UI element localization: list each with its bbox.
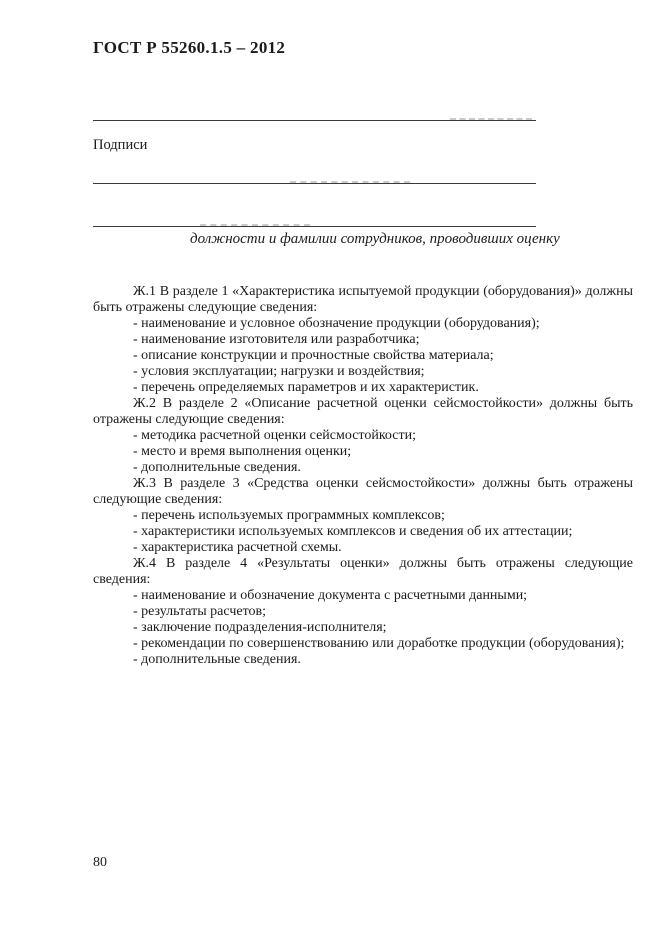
- list-item: - характеристика расчетной схемы.: [133, 540, 342, 555]
- paragraph: Ж.2 В разделе 2 «Описание расчетной оценки сейсмостойкости» должны быть отражены следующие сведения:: [93, 396, 633, 427]
- list-item: - наименование изготовителя или разработчика;: [133, 332, 420, 347]
- signature-rule-2: [93, 183, 536, 184]
- page-number: 80: [93, 855, 107, 870]
- list-item: - условия эксплуатации; нагрузки и воздействия;: [133, 364, 425, 379]
- scan-artifact: [450, 118, 532, 120]
- list-item: - перечень используемых программных комплексов;: [133, 508, 445, 523]
- list-item: - описание конструкции и прочностные свойства материала;: [133, 348, 494, 363]
- list-item: - дополнительные сведения.: [133, 652, 301, 667]
- signature-rule-1: [93, 120, 536, 121]
- scan-artifact: [200, 224, 310, 226]
- body-text: [93, 284, 633, 668]
- paragraph: Ж.4 В разделе 4 «Результаты оценки» должны быть отражены следующие сведения:: [93, 556, 633, 587]
- list-item: - перечень определяемых параметров и их характеристик.: [133, 380, 479, 395]
- list-item: - наименование и условное обозначение продукции (оборудования);: [133, 316, 540, 331]
- list-item: - методика расчетной оценки сейсмостойкости;: [133, 428, 416, 443]
- list-item: - результаты расчетов;: [133, 604, 267, 619]
- list-item: - характеристики используемых комплексов и сведения об их аттестации;: [133, 524, 573, 539]
- list-item: - дополнительные сведения.: [133, 460, 301, 475]
- list-item: - место и время выполнения оценки;: [133, 444, 352, 459]
- list-item: - рекомендации по совершенствованию или доработке продукции (оборудования);: [133, 636, 625, 651]
- signatures-label: Подписи: [93, 137, 148, 153]
- standard-designation: ГОСТ Р 55260.1.5 – 2012: [93, 38, 286, 57]
- paragraph: Ж.3 В разделе 3 «Средства оценки сейсмостойкости» должны быть отражены следующие сведения:: [93, 476, 633, 507]
- paragraph: Ж.1 В разделе 1 «Характеристика испытуемой продукции (оборудования)» должны быть отражены следующие сведения:: [93, 284, 633, 315]
- scan-artifact: [290, 181, 410, 183]
- signature-caption: должности и фамилии сотрудников, проводивших оценку: [190, 231, 560, 247]
- list-item: - наименование и обозначение документа с расчетными данными;: [133, 588, 528, 603]
- list-item: - заключение подразделения-исполнителя;: [133, 620, 387, 635]
- signature-rule-3: [93, 226, 536, 227]
